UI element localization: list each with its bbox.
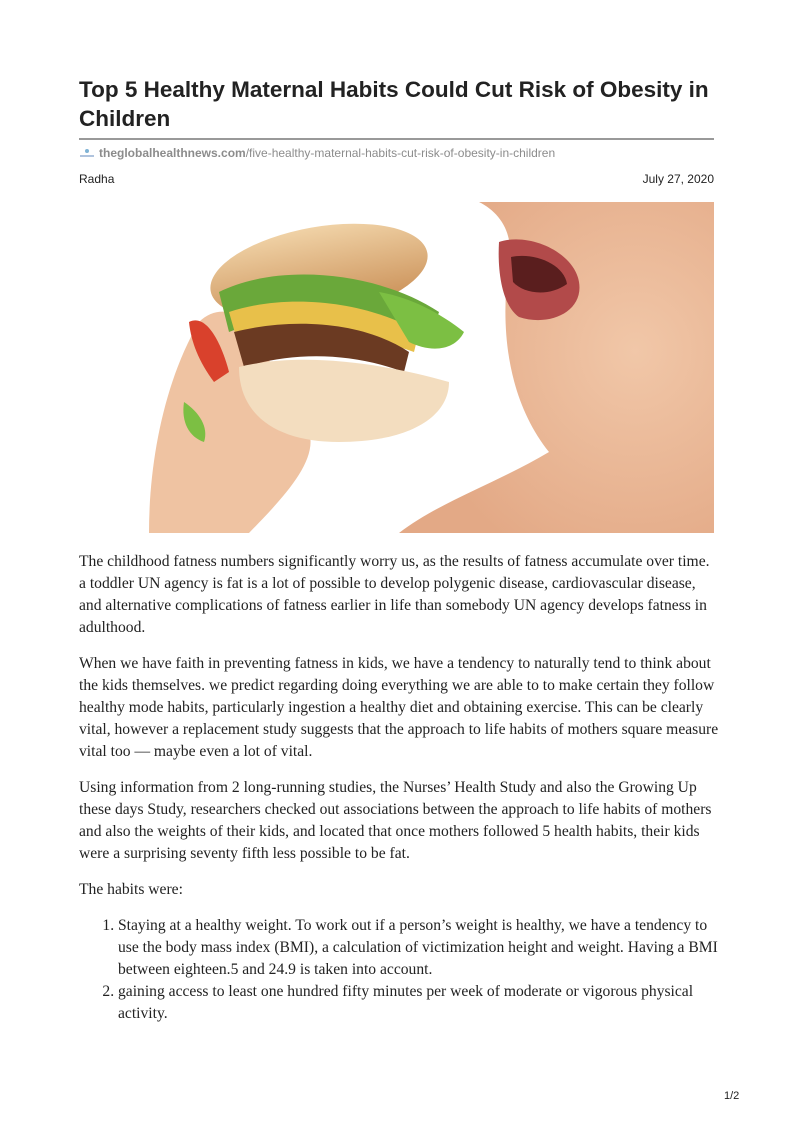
author-name: Radha: [79, 172, 115, 186]
article-body: [79, 551, 719, 1025]
list-item: 2. gaining access to least one hundred fifty minutes per week of moderate or vigorous physical activity.: [118, 981, 719, 1025]
page-number: 1/2: [724, 1090, 740, 1102]
habits-list: [79, 915, 719, 1025]
paragraph: When we have faith in preventing fatness in kids, we have a tendency to naturally tend to think about the kids themselves. we predict regarding doing everything we are able to to make certain they follow healthy mode habits, particularly ingestion a healthy diet and obtaining exercise. This can be clearly vital, however a replacement study suggests that the approach to life habits of mothers square measure vital too — maybe even a lot of vital.: [79, 655, 719, 760]
paragraph: The childhood fatness numbers significantly worry us, as the results of fatness accumulate over time. a toddler UN agency is fat is a lot of possible to develop polygenic disease, cardiovascular disease, and alternative complications of fatness earlier in life than somebody UN agency develops fatness in adulthood.: [79, 553, 710, 636]
hero-image-child-eating-burger: [79, 202, 714, 533]
article-meta: [79, 172, 714, 186]
paragraph: Using information from 2 long-running studies, the Nurses’ Health Study and also the Growing Up these days Study, researchers checked out associations between the approach to life habits of mothers and also the weights of their kids, and located that once mothers followed 5 health habits, their kids were a surprising seventy fifth less possible to be fat.: [79, 779, 712, 862]
publish-date: July 27, 2020: [642, 172, 714, 186]
list-item: 1. Staying at a healthy weight. To work out if a person’s weight is healthy, we have a tendency to use the body mass index (BMI), a calculation of victimization height and weight. Having a BMI between eighteen.5 and 24.9 is taken into account.: [118, 915, 719, 981]
source-url[interactable]: [79, 146, 555, 160]
title-divider: [79, 138, 714, 140]
paragraph: The habits were:: [79, 881, 183, 898]
source-domain[interactable]: theglobalhealthnews.com: [99, 146, 246, 160]
site-favicon-icon: [79, 147, 95, 159]
article-title: Top 5 Healthy Maternal Habits Could Cut Risk of Obesity in Children: [79, 77, 709, 131]
source-path[interactable]: /five-healthy-maternal-habits-cut-risk-of-obesity-in-children: [245, 146, 556, 160]
